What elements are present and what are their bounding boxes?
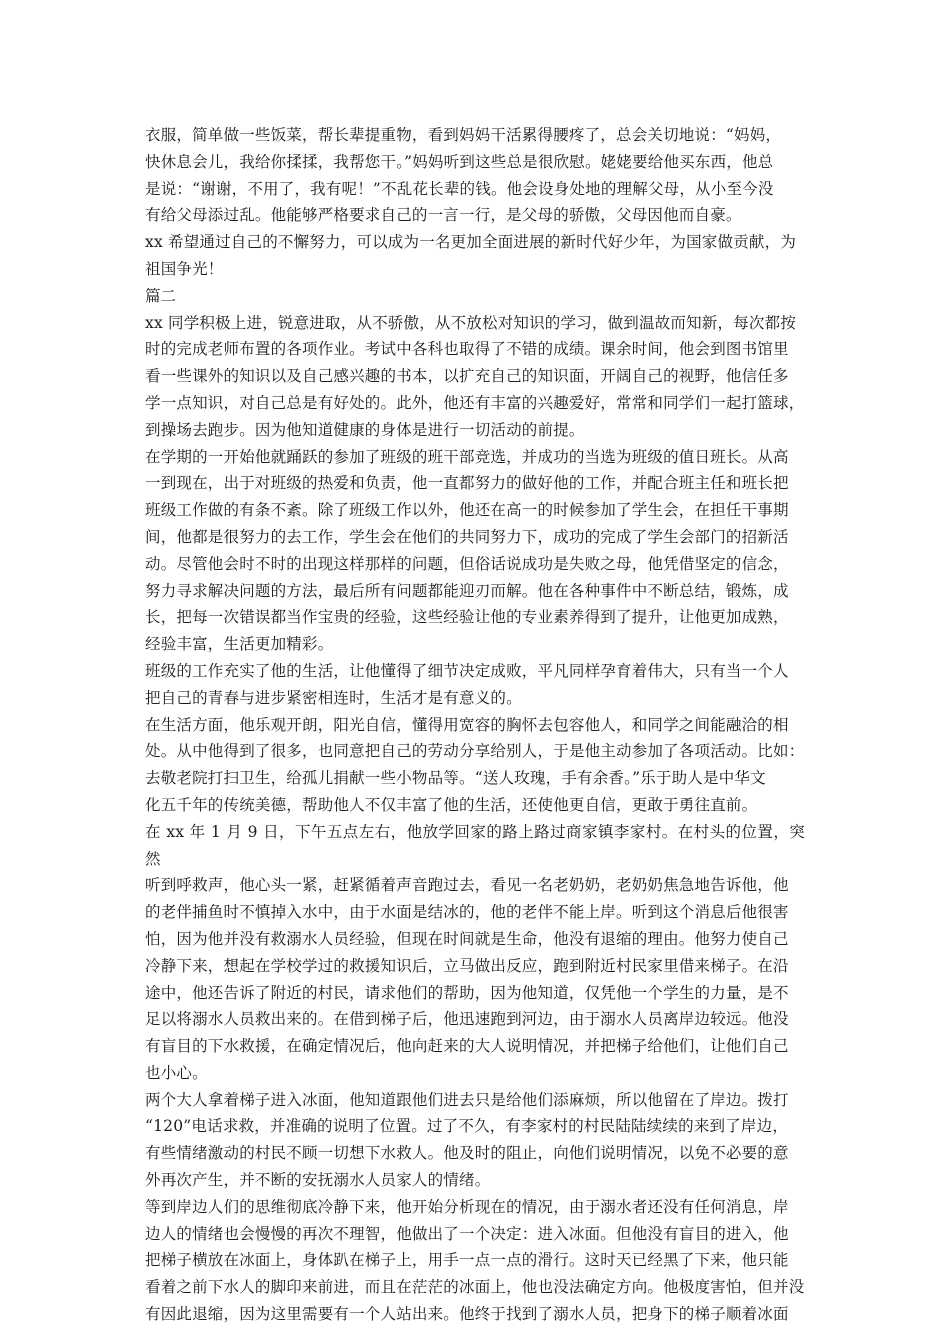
paragraph-rescue-shore: 两个大人拿着梯子进入冰面，他知道跟他们进去只是给他们添麻烦，所以他留在了岸边。拨打 “120”电话求救，并准确的说明了位置。过了不久，有李家村的村民陆陆续续的来到了岸边， 有些情绪激动的村民不顾一切想下水救人。他及时的阻止，向他们说明情况，以免不必要的意 外再次产生，并不断的安抚溺水人员家人的情绪。 [145, 1090, 789, 1190]
paragraph-study: xx 同学积极上进，锐意进取，从不骄傲，从不放松对知识的学习，做到温故而知新，每次都按 时的完成老师布置的各项作业。考试中各科也取得了不错的成绩。课余时间，他会到图书馆里 看一些课外的知识以及自己感兴趣的书本，以扩充自己的知识面，开阔自己的视野，他信任多 学一点知识，对自己总是有好处的。此外，他还有丰富的兴趣爱好，常常和同学们一起打篮球， 到操场去跑步。因为他知道健康的身体是进行一切活动的前提。 [145, 313, 805, 439]
paragraph-class-duty: 在学期的一开始他就踊跃的参加了班级的班干部竞选，并成功的当选为班级的值日班长。从高 一到现在，出于对班级的热爱和负责，他一直都努力的做好他的工作，并配合班主任和班长把 班级工作做的有条不紊。除了班级工作以外，他还在高一的时候参加了学生会，在担任干事期 间，他都是很努力的去工作，学生会在他们的共同努力下，成功的完成了学生会部门的招新活 动。尽管他会时不时的出现这样那样的问题，但俗话说成功是失败之母，他凭借坚定的信念， 努力寻求解决问题的方法，最后所有问题都能迎刃而解。他在各种事件中不断总结，锻炼，成 长，把每一次错误都当作宝贵的经验，这些经验让他的专业素养得到了提升，让他更加成熟， 经验丰富，生活更加精彩。 [145, 447, 789, 654]
document-body [145, 122, 805, 1328]
paragraph-care-for-parents: 衣服，简单做一些饭菜，帮长辈提重物，看到妈妈干活累得腰疼了，总会关切地说：“妈妈， 快休息会儿，我给你揉揉，我帮您干。”妈妈听到这些总是很欣慰。姥姥要给他买东西，他总 是说：“谢谢，不用了，我有呢！”不乱花长辈的钱。他会设身处地的理解父母，从小至今没 有给父母添过乱。他能够严格要求自己的一言一行，是父母的骄傲，父母因他而自豪。 [145, 126, 782, 225]
paragraph-rescue-start: 在 xx 年 1 月 9 日，下午五点左右，他放学回家的路上路过商家镇李家村。在村头的位置，突然 听到呼救声，他心头一紧，赶紧循着声音跑过去，看见一名老奶奶，老奶奶焦急地告诉他，他 的老伴捕鱼时不慎掉入水中，由于水面是结冰的，他的老伴不能上岸。听到这个消息后他很害 怕，因为他并没有救溺水人员经验，但现在时间就是生命，他没有退缩的理由。他努力使自己 冷静下来，想起在学校学过的救援知识后，立马做出反应，跑到附近村民家里借来梯子。在沿 途中，他还告诉了附近的村民，请求他们的帮助，因为他知道，仅凭他一个学生的力量，是不 足以将溺水人员救出来的。在借到梯子后，他迅速跑到河边，由于溺水人员离岸边较远。他没 有盲目的下水救援，在确定情况后，他向赶来的大人说明情况，并把梯子给他们，让他们自己 也小心。 [145, 822, 805, 1082]
paragraph-class-work: 班级的工作充实了他的生活，让他懂得了细节决定成败，平凡同样孕育着伟大，只有当一个人 把自己的青春与进步紧密相连时，生活才是有意义的。 [145, 661, 789, 707]
paragraph-rescue-ice: 等到岸边人们的思维彻底冷静下来，他开始分析现在的情况，由于溺水者还没有任何消息，岸 边人的情绪也会慢慢的再次不理智，他做出了一个决定：进入冰面。但他没有盲目的进入，他 把梯子横放在冰面上，身体趴在梯子上，用手一点一点的滑行。这时天已经黑了下来，他只能 看着之前下水人的脚印来前进，而且在茫茫的冰面上，他也没法确定方向。他极度害怕，但并没 有因此退缩，因为这里需要有一个人站出来。他终于找到了溺水人员，把身下的梯子顺着冰面 [145, 1197, 805, 1324]
section-heading: 篇二 [145, 286, 177, 305]
paragraph-hope: xx 希望通过自己的不懈努力，可以成为一名更加全面进展的新时代好少年，为国家做贡献，为 祖国争光！ [145, 233, 797, 278]
paragraph-life: 在生活方面，他乐观开朗，阳光自信，懂得用宽容的胸怀去包容他人，和同学之间能融洽的相 处。从中他得到了很多，也同意把自己的劳动分享给别人，于是他主动参加了各项活动。比如： 去敬老院打扫卫生，给孤儿捐献一些小物品等。“送人玫瑰，手有余香。”乐于助人是中华文 化五千年的传统美德，帮助他人不仅丰富了他的生活，还使他更自信，更敢于勇往直前。 [145, 715, 805, 814]
